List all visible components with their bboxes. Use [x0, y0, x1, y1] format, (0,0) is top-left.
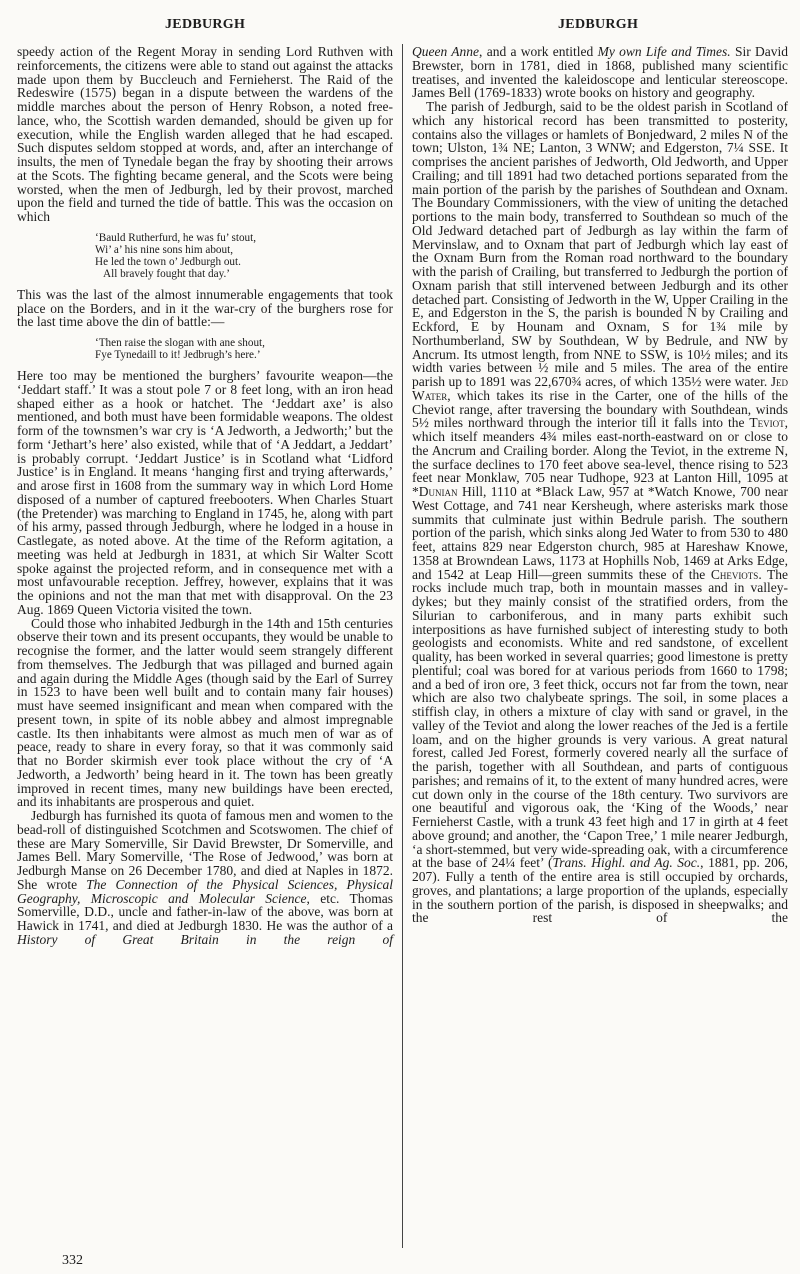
text-run: . The rocks include much trap, both in mountain masses and in valley-dykes; but they mainly consist of the stratified orders, from the Silurian to carboniferous, and in many parts exhibit such interpositions as have furnished subject of interesting study to both geologists and economists. White and red sandstone, of excellent quality, has been worked in several quarries; good limestone is pretty plentiful; coal was bored for at various periods from 1660 to 1798; and a bed of iron ore, 3 feet thick, occurs not far from the town, near which are also two chalybeate springs. The soil, in some places a stiffish clay, in others a mixture of clay with sand or gravel, in the valley of the Teviot and along the lower reaches of the Jed is a fertile loam, and on the higher grounds is very various. A great natural forest, called Jed Forest, formerly covered nearly all the surface of the parish, together with all Southdean, and parts of contiguous parishes; and remains of it, to the extent of many hundred acres, were cut down only in the course of the 18th century. Two survivors are one beautiful and vigorous oak, the ‘King of the Woods,’ near Fernieherst Castle, with a trunk 43 feet high and 17 in girth at 4 feet above ground; and another, the ‘Capon Tree,’ 1 mile nearer Jedburgh, ‘a short-stemmed, but very wide-spreading oak, with a circumference at the base of 24¼ feet’ ( [412, 566, 788, 871]
verse-quotation [95, 232, 393, 280]
paragraph [17, 45, 393, 224]
italic-text: The Connection of the Physical Sciences, Physical Geography, Microscopic and Molecular Science [17, 876, 393, 906]
verse-line: He led the town o’ Jedburgh out. [95, 255, 241, 268]
left-column [17, 45, 393, 947]
paragraph [17, 809, 393, 947]
small-caps-text: Dunian [418, 484, 458, 499]
text-run: Hill, 1110 at *Black Law, 957 at *Watch Knowe, 700 near West Cottage, and 741 near Kersheugh, where asterisks mark those summits that culminate just within Bedrule parish. The southern portion of the parish, which sinks along Jed Water to from 530 to 480 feet, attains 829 near Edgerston church, 985 at Hareshaw Knowe, 1358 at Browndean Laws, 1173 at Hophills Nob, 1469 at Arks Edge, and 1542 at Leap Hill—green summits these of the [412, 484, 788, 582]
paragraph [17, 617, 393, 810]
text-run: , which itself meanders 4¾ miles east-north-eastward on or close to the Ancrum and Crailing border. Along the Teviot, in the extreme N, the surface declines to 170 feet above sea-level, thence rising to 523 feet near Monklaw, 705 near Tudhope, 923 at Lanton Hill, 1095 at * [412, 415, 788, 499]
italic-text: Queen Anne [412, 44, 480, 59]
verse-line: All bravely fought that day.’ [103, 267, 230, 280]
text-run: , 1881, pp. 206, 207). Fully a tenth of the entire area is still occupied by orchards, groves, and plantations; a large proportion of the uplands, especially in the southern portion of the parish, is disposed in sheepwalks; and the rest of the [412, 855, 788, 926]
running-header-right: JEDBURGH [558, 17, 639, 32]
small-caps-text: Jed Water [412, 374, 788, 403]
text-run: Sir David Brewster, born in 1781, died in 1868, published many scientific treatises, and invented the kaleidoscope and lenticular stereoscope. James Bell (1769-1833) wrote books on history and geography. [412, 44, 788, 101]
paragraph [17, 288, 393, 329]
verse-line: Wi’ a’ his nine sons him about, [95, 243, 234, 256]
italic-text: My own Life and Times. [597, 44, 731, 59]
verse-quotation [95, 337, 393, 361]
italic-text: Trans. Highl. and Ag. Soc. [552, 855, 701, 871]
paragraph [412, 45, 788, 100]
paragraph [17, 369, 393, 617]
small-caps-text: Teviot [749, 415, 785, 431]
text-run: Jedburgh has furnished its quota of famous men and women to the bead-roll of distinguished Scotchmen and Scotswomen. The chief of these are Mary Somerville, Sir David Brewster, Dr Somerville, and James Bell. Mary Somerville, ‘The Rose of Jedwood,’ was born at Jedburgh Manse on 26 December 1780, and died at Naples in 1872. She wrote [17, 808, 393, 892]
text-run: Here too may be mentioned the burghers’ favourite weapon—the ‘Jeddart staff.’ It was a stout pole 7 or 8 feet long, with an iron head shaped either as a hook or hatchet. The ‘Jeddart axe’ is also mentioned, and both must have been formidable weapons. The oldest form of the townsmen’s war cry is ‘A Jedworth, a Jedworth;’ but the form ‘Jethart’s here’ also existed, while that of ‘A Jeddart, a Jeddart’ is probably corrupt. ‘Jeddart Justice’ is in Scotland what ‘Lidford Justice’ is in England. It means ‘hanging first and trying afterwards,’ and arose first in 1608 from the summary way in which Lord Home disposed of a number of captured freebooters. When Charles Stuart (the Pretender) was marching to England in 1745, he, along with part of his army, passed through Jedburgh, where he lodged in a house in Castlegate, as noted above. At the time of the Reform agitation, a meeting was held at Jedburgh in 1831, at which Sir Walter Scott spoke against the projected reform, and in consequence met with a most unfavourable reception. Jeffrey, however, explains that it was the opinions and not the man that met with disapproval. On the 23 Aug. 1869 Queen Victoria visited the town. [17, 368, 393, 617]
page-number: 332 [62, 1253, 83, 1268]
small-caps-text: Cheviots [710, 566, 759, 582]
text-run: Could those who inhabited Jedburgh in the 14th and 15th centuries observe their town and its present occupants, they would be unable to recognise the former, and the latter would seem strangely different from themselves. The Jedburgh that was pillaged and burned again and again during the Middle Ages (though said by the Earl of Surrey in 1523 to have been well built and to contain many fair houses) must have seemed insignificant and mean when compared with the present town, in spite of its noble abbey and almost impregnable castle. Its then inhabitants were almost as much men of war as of peace, ready to share in every foray, so that it was commonly said that no Border skirmish ever took place without the cry of ‘A Jedworth, a Jedworth’ being heard in it. The town has been greatly improved in recent times, many new buildings have been erected, and its inhabitants are prosperous and quiet. [17, 615, 393, 810]
text-run: speedy action of the Regent Moray in sending Lord Ruthven with reinforcements, the citizens were able to stand out against the attacks made upon them by Buccleuch and Fernieherst. The Raid of the Redeswire (1575) began in a dispute between the wardens of the middle marches about the person of Henry Robson, a noted free-lance, who, the Scottish warden demanded, should be given up for execution, while the English warden alleged that he had escaped. Such disputes seldom stopped at words, and, after an interchange of insults, the men of Tynedale began the fray by shooting their arrows at the Scots. The fighting became general, and the Scots were being worsted, when the men of Jedburgh, led by their provost, marched upon the field and turned the tide of battle. This was the occasion on which [17, 44, 393, 224]
text-run: This was the last of the almost innumerable engagements that took place on the Borders, and in it the war-cry of the burghers rose for the last time above the din of battle:— [17, 286, 393, 330]
paragraph [412, 100, 788, 925]
text-run: , and a work entitled [479, 44, 598, 59]
text-run: The parish of Jedburgh, said to be the oldest parish in Scotland of which any historical record has been transmitted to posterity, contains also the villages or hamlets of Bonjedward, 2 miles N of the town; Ulston, 1¾ NE; Lanton, 3 WNW; and Edgerston, 7¼ SSE. It comprises the ancient parishes of Jedworth, Old Jedworth, and Upper Crailing; and till 1891 had two detached portions separated from the main portion of the parish by the parishes of Southdean and Oxnam. The Boundary Commissioners, with the view of uniting the detached portions to the main body, transferred to Southdean so much of the Old Jedward detached part of Jedburgh as lay within the farm of Mervinslaw, and to Oxnam that part of Jedburgh which lay east of the Oxnam Burn from the Roman road northward to the boundary with the parish of Crailing, but transferred to Jedburgh the portion of Oxnam parish that still intervened between Jedburgh and its other detached part. Consisting of Jedworth in the W, Upper Crailing in the E, and Edgerston in the S, the parish is bounded N by Crailing and Eckford, E by Hounam and Oxnam, S for 1¾ mile by Northumberland, SW by Southdean, W by Bedrule, and NW by Ancrum. Its utmost length, from NNE to SSW, is 10½ miles; and its width varies between ½ mile and 5 miles. The area of the entire parish up to 1891 was 22,670¾ acres, of which 135½ were water. [412, 99, 788, 389]
italic-text: History of Great Britain in the reign of [17, 931, 393, 947]
verse-line: Fye Tynedaill to it! Jedbrugh’s here.’ [95, 349, 261, 361]
right-column [412, 45, 788, 925]
running-header-left: JEDBURGH [165, 17, 246, 32]
text-run: , etc. Thomas Somerville, D.D., uncle and father-in-law of the above, was born at Hawick in 1741, and died at Jedburgh 1830. He was the author of a [17, 890, 393, 933]
verse-line: ‘Bauld Rutherfurd, he was fu’ stout, [95, 231, 257, 244]
verse-line: ‘Then raise the slogan with ane shout, [95, 337, 265, 349]
column-divider [402, 44, 403, 1248]
text-run: , which takes its rise in the Carter, one of the hills of the Cheviot range, after traversing the boundary with Southdean, winds 5½ miles northward through the interior till it falls into the [412, 387, 788, 431]
